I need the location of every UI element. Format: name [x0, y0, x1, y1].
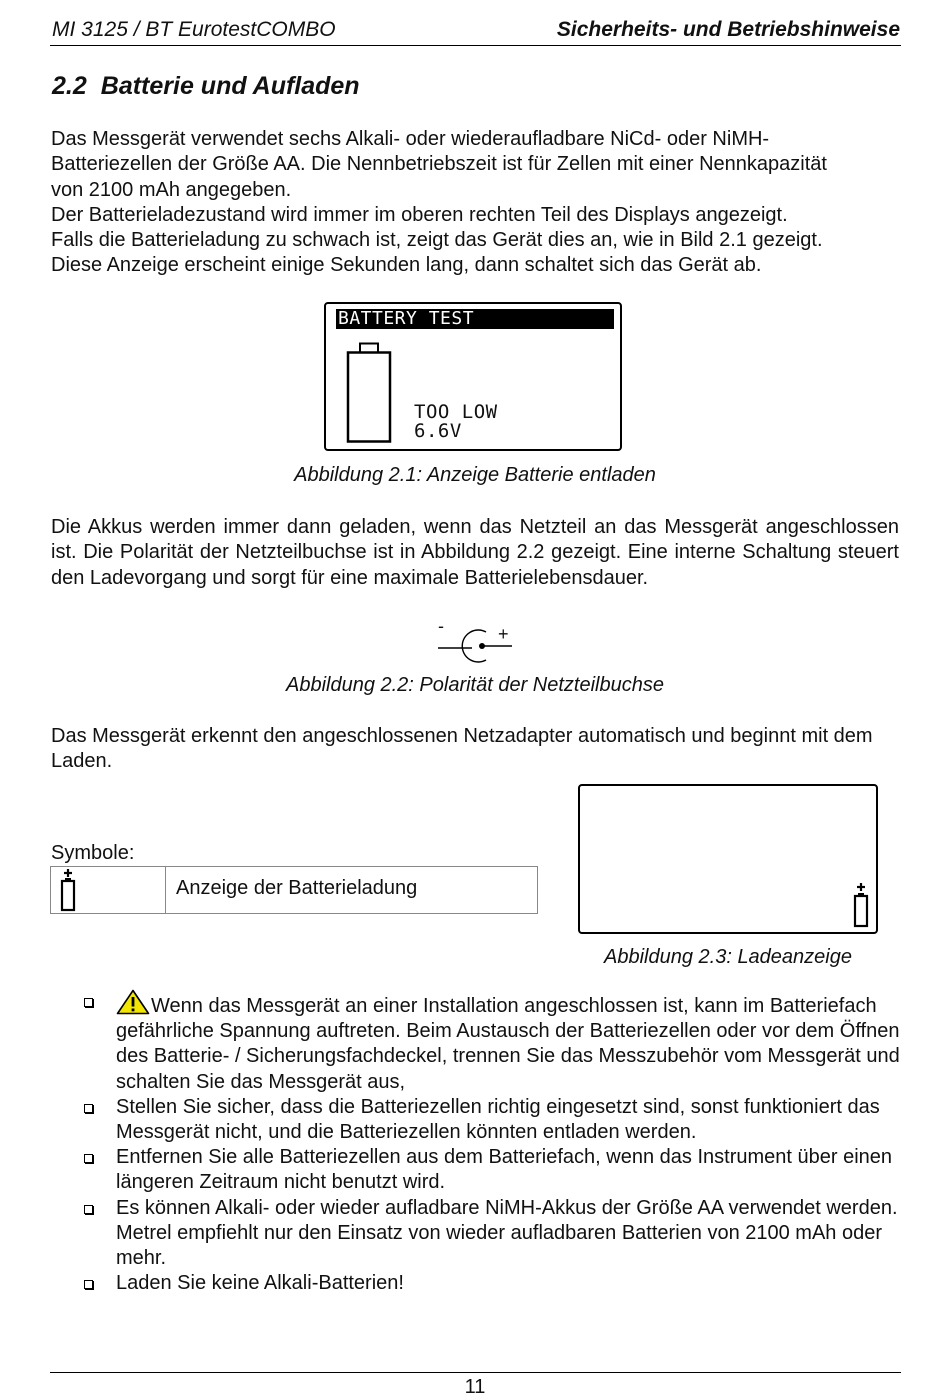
paragraph-line: Der Batterieladezustand wird immer im oberen rechten Teil des Displays angezeigt. [51, 203, 788, 226]
safety-notes-list [80, 989, 910, 1296]
section-title: Batterie und Aufladen [100, 72, 360, 100]
header-rule [50, 45, 901, 46]
list-item-text: Es können Alkali- oder wieder aufladbare NiMH-Akkus der Größe AA verwendet werden. Metrel empfiehlt nur den Einsatz von wieder aufladbaren Batterien von 2100 mAh oder mehr. [116, 1196, 898, 1270]
figure-caption-2-1: Abbildung 2.1: Anzeige Batterie entladen [294, 464, 656, 486]
paragraph-line: Das Messgerät verwendet sechs Alkali- oder wiederaufladbare NiCd- oder NiMH- [51, 128, 770, 150]
page-number: 11 [464, 1376, 486, 1398]
list-item [80, 1196, 910, 1272]
bullet-box-icon [84, 998, 93, 1007]
battery-charging-icon [852, 882, 870, 928]
paragraph-charging: Die Akkus werden immer dann geladen, wenn das Netzteil an das Messgerät angeschlossen ist. Die Polarität der Netzteilbuchse ist in Abbildung 2.2 gezeigt. Eine interne Schaltung steuert den Ladevorgang und sorgt für eine maximale Batterielebensdauer. [51, 516, 899, 589]
bullet-box-icon [84, 1280, 93, 1289]
symbols-table-icon-cell [51, 867, 166, 913]
list-item [80, 989, 910, 1095]
battery-charging-icon [59, 868, 77, 912]
section-heading [52, 72, 360, 101]
charge-indicator-display [578, 784, 878, 934]
figure-caption-2-2: Abbildung 2.2: Polarität der Netzteilbuchse [285, 674, 664, 696]
symbols-label: Symbole: [51, 842, 135, 864]
paragraph-battery-intro [51, 127, 899, 279]
bullet-box-icon [84, 1205, 93, 1214]
list-item-text: Laden Sie keine Alkali-Batterien! [116, 1272, 404, 1295]
warning-triangle-icon [116, 989, 150, 1015]
display-voltage-text: 6.6V [414, 420, 462, 442]
list-item-text: Stellen Sie sicher, dass die Batteriezellen richtig eingesetzt sind, sonst funktioniert das Messgerät nicht, und die Batteriezellen könnten entladen werden. [116, 1095, 880, 1144]
paragraph-line: von 2100 mAh angegeben. [51, 178, 292, 201]
footer-rule [50, 1372, 901, 1373]
list-item [80, 1095, 910, 1145]
empty-battery-icon [346, 342, 392, 444]
section-number: 2.2 [52, 72, 87, 100]
header-chapter-title: Sicherheits- und Betriebshinweise [556, 18, 900, 41]
paragraph-line: Diese Anzeige erscheint einige Sekunden lang, dann schaltet sich das Gerät ab. [51, 254, 762, 277]
paragraph-adapter-detection: Das Messgerät erkennt den angeschlossenen Netzadapter automatisch und beginnt mit dem Laden. [51, 725, 873, 773]
display-status-text: TOO LOW [414, 401, 498, 423]
bullet-box-icon [84, 1104, 93, 1113]
list-item [80, 1271, 910, 1296]
battery-test-display [324, 302, 622, 451]
symbols-table [50, 866, 538, 914]
polarity-symbol [436, 616, 516, 664]
header-document-title: MI 3125 / BT EurotestCOMBO [52, 18, 336, 41]
list-item-text: Wenn das Messgerät an einer Installation angeschlossen ist, kann im Batteriefach gefährliche Spannung auftreten. Beim Austausch der Batteriezellen oder vor dem Öffnen des Batterie- / Sicherungsfachdeckel, trennen Sie das Messzubehör vom Messgerät und schalten Sie das Messgerät aus, [116, 995, 900, 1093]
paragraph-line: Batteriezellen der Größe AA. Die Nennbetriebszeit ist für Zellen mit einer Nennkapazität [51, 153, 827, 176]
list-item [80, 1145, 910, 1195]
figure-caption-2-3: Abbildung 2.3: Ladeanzeige [604, 946, 852, 968]
bullet-box-icon [84, 1154, 93, 1163]
paragraph-line: Falls die Batterieladung zu schwach ist, zeigt das Gerät dies an, wie in Bild 2.1 gezeigt. [51, 229, 823, 252]
symbols-table-description: Anzeige der Batterieladung [176, 877, 418, 899]
display-title-bar: BATTERY TEST [336, 309, 614, 329]
list-item-text: Entfernen Sie alle Batteriezellen aus dem Batteriefach, wenn das Instrument über einen längeren Zeitraum nicht benutzt wird. [116, 1146, 893, 1194]
polarity-plus-label: + [498, 624, 509, 644]
polarity-minus-label: - [438, 616, 444, 636]
